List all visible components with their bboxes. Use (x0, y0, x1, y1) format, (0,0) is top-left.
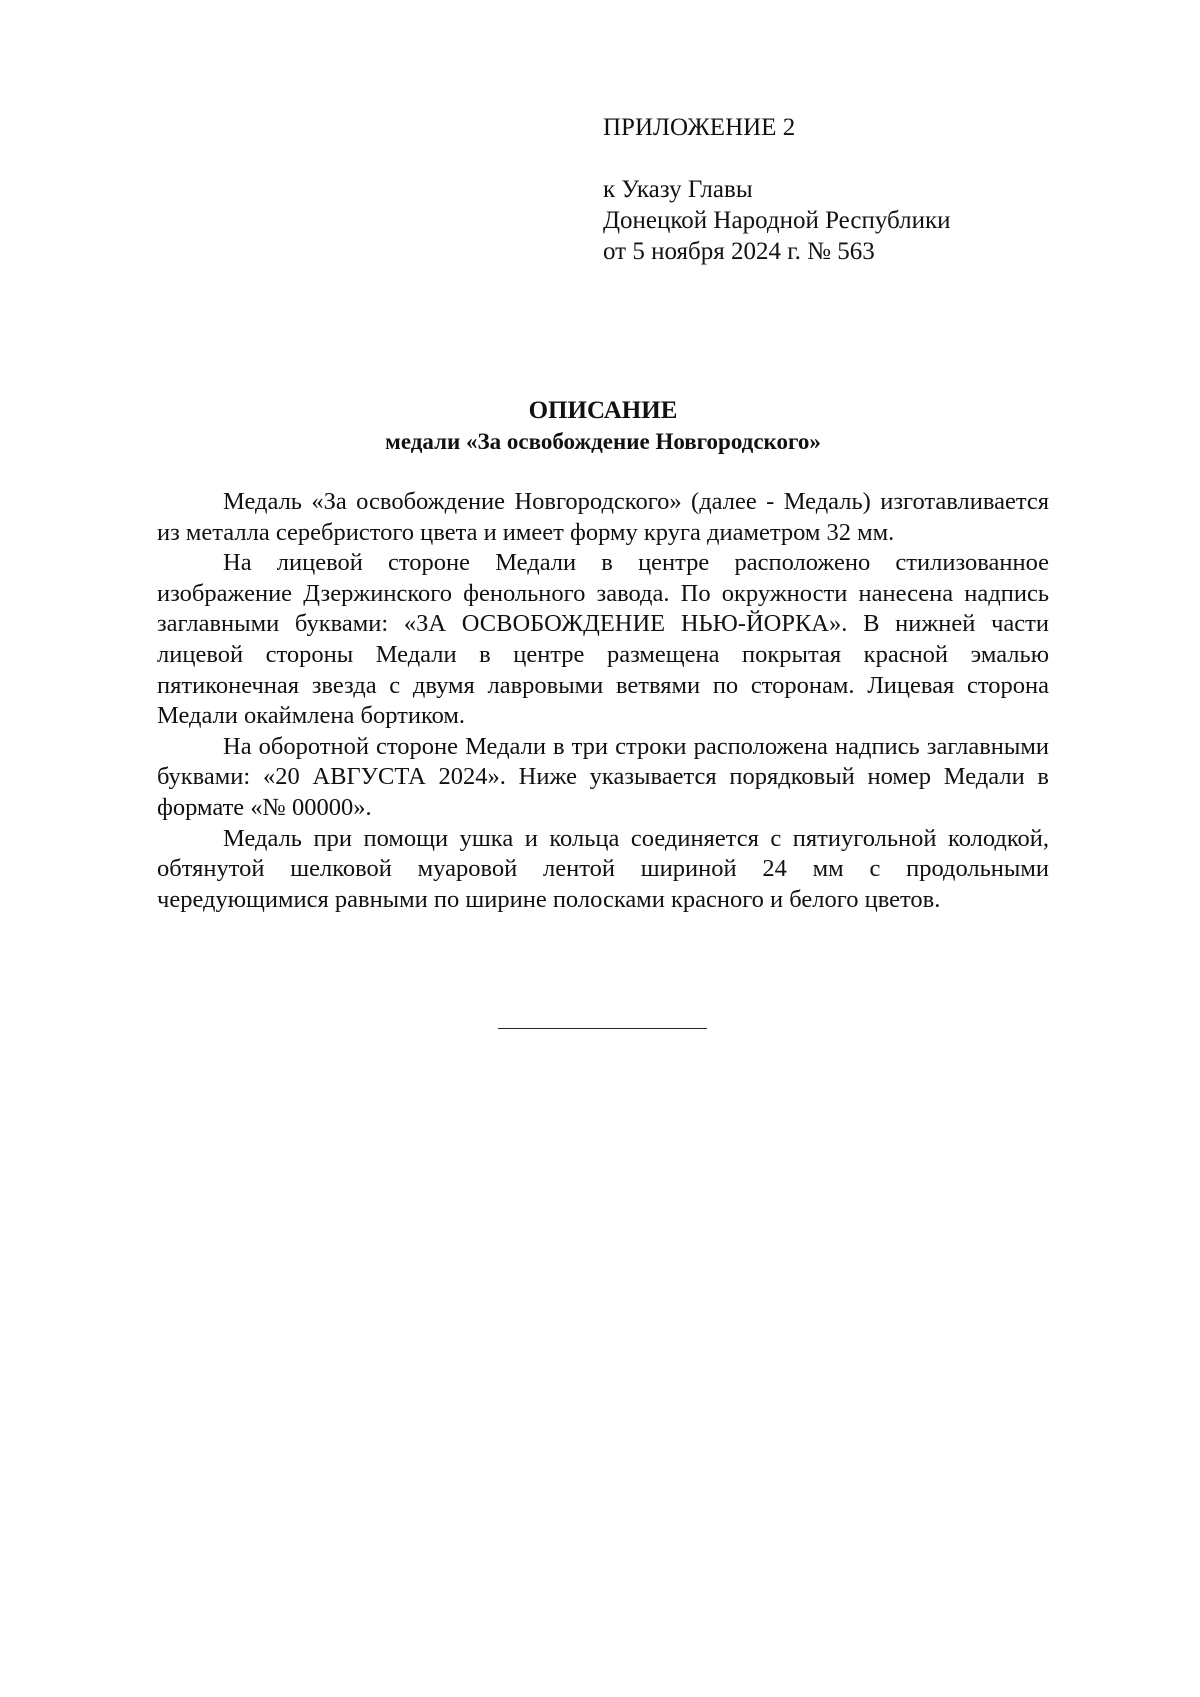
document-body (157, 487, 1049, 915)
document-subtitle: медали «За освобождение Новгородского» (385, 429, 821, 454)
end-divider (498, 1028, 707, 1029)
paragraph-obverse: На лицевой стороне Медали в центре расположено стилизованное изображение Дзержинского фенольного завода. По окружности нанесена надпись заглавными буквами: «ЗА ОСВОБОЖДЕНИЕ НЬЮ-ЙОРКА». В нижней части лицевой стороны Медали в центре размещена покрытая красной эмалью пятиконечная звезда с двумя лавровыми ветвями по сторонам. Лицевая сторона Медали окаймлена бортиком. (157, 549, 1049, 730)
document-heading (157, 394, 1049, 457)
appendix-spacer (603, 143, 1043, 174)
paragraph-reverse: На оборотной стороне Медали в три строки расположена надпись заглавными буквами: «20 АВГУСТА 2024». Ниже указывается порядковый номер Медали в формате «№ 00000». (157, 732, 1049, 821)
appendix-line-republic: Донецкой Народной Республики (603, 207, 951, 234)
appendix-line-decree: к Указу Главы (603, 176, 753, 203)
document-title: ОПИСАНИЕ (528, 397, 678, 424)
appendix-header (603, 112, 1043, 267)
appendix-title: ПРИЛОЖЕНИЕ 2 (603, 114, 796, 141)
appendix-line-date: от 5 ноября 2024 г. № 563 (603, 238, 875, 265)
paragraph-ribbon: Медаль при помощи ушка и кольца соединяется с пятиугольной колодкой, обтянутой шелковой муаровой лентой шириной 24 мм с продольными чередующимися равными по ширине полосками красного и белого цветов. (157, 824, 1049, 913)
paragraph-material: Медаль «За освобождение Новгородского» (далее - Медаль) изготавливается из металла серебристого цвета и имеет форму круга диаметром 32 мм. (157, 488, 1049, 546)
